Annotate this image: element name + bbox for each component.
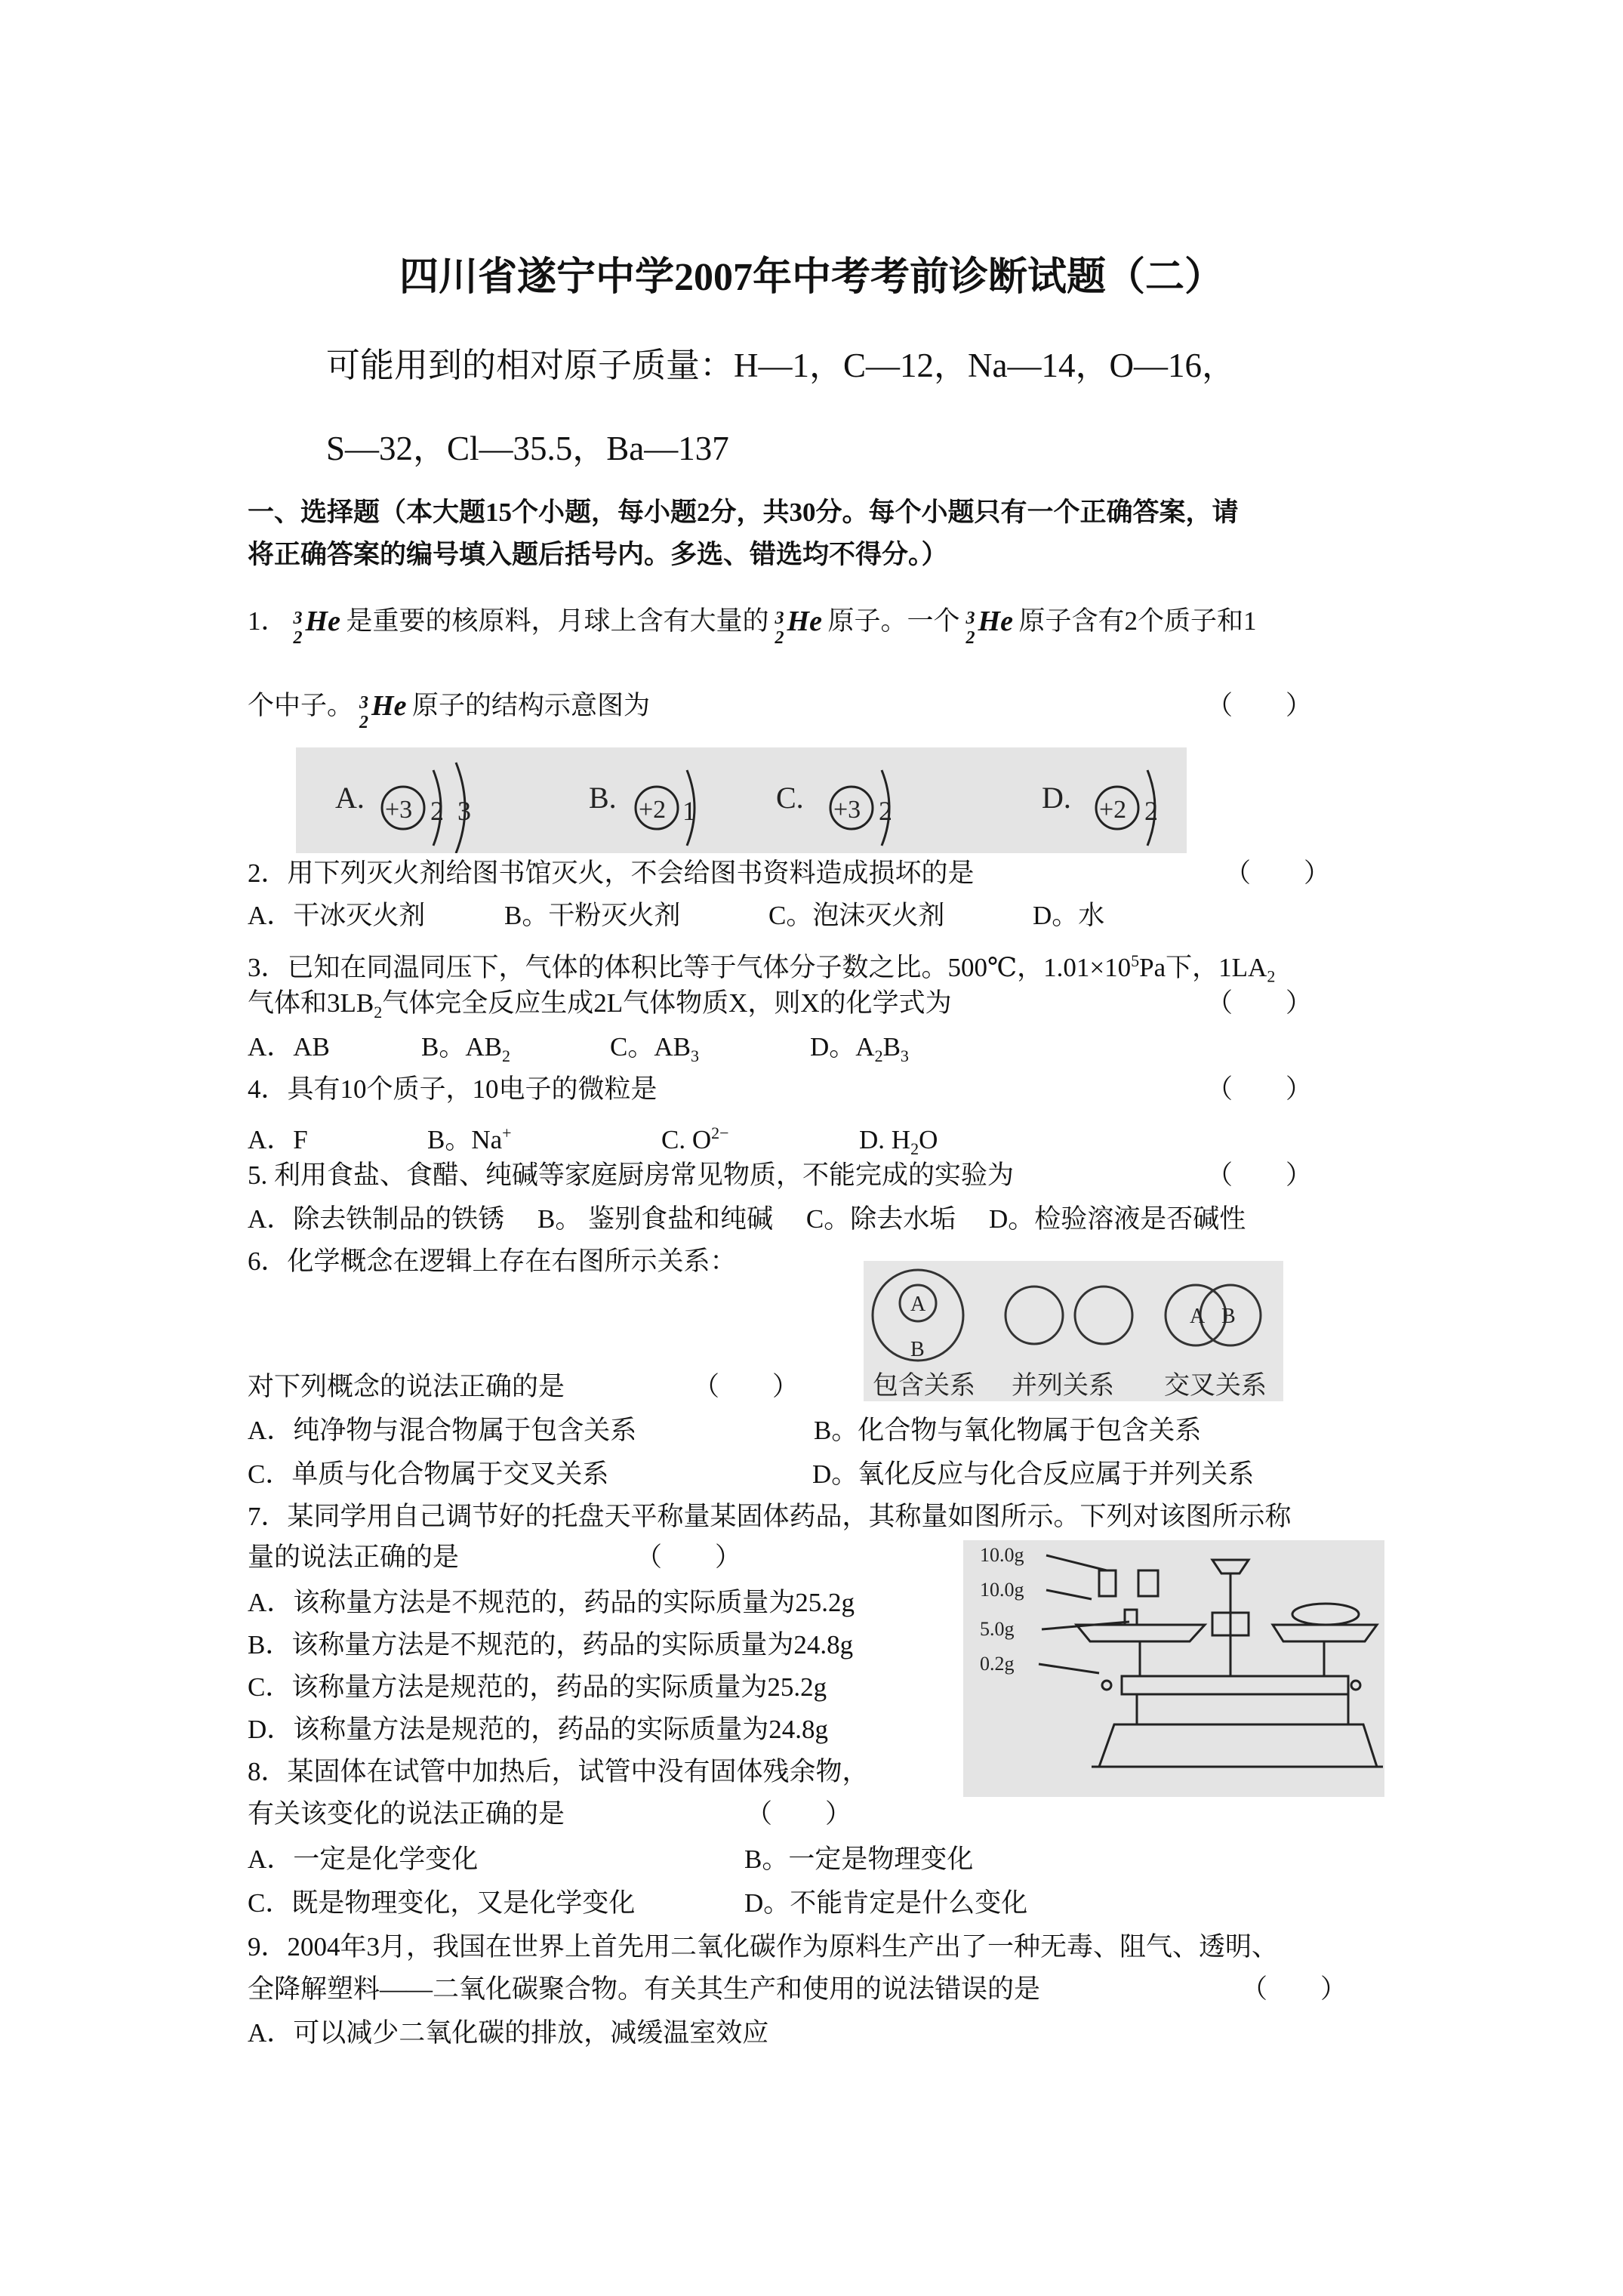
q7-line-2: 量的说法正确的是 （ ） bbox=[248, 1540, 741, 1575]
q2-option-b[interactable]: B。干粉灭火剂 bbox=[504, 901, 681, 930]
q9-line-2: 全降解塑料——二氧化碳聚合物。有关其生产和使用的说法错误的是 bbox=[248, 1974, 1041, 2004]
answer-bracket-q8: （ ） bbox=[746, 1799, 852, 1829]
q2-option-d[interactable]: D。水 bbox=[1033, 901, 1105, 930]
isotope-he3: 3 2 He bbox=[293, 606, 340, 648]
q3-option-b[interactable]: B。$AB_2$ bbox=[421, 1032, 510, 1065]
weight-label-4: 0.2g bbox=[980, 1653, 1015, 1675]
q1-line-1: 1． 3 2 He 是重要的核原料，月球上含有大量的 3 2 He 原子。一个 3 2 He 原子含有2个质子和1 bbox=[248, 606, 1257, 648]
label-inclusion: 包含关系 bbox=[873, 1372, 975, 1400]
concept-label-b-outer: B bbox=[910, 1338, 925, 1361]
q6-option-b[interactable]: B。化合物与氧化物属于包含关系 bbox=[814, 1416, 1202, 1445]
balance-scale-figure bbox=[963, 1540, 1384, 1797]
answer-bracket-q9: （ ） bbox=[1241, 1974, 1347, 2004]
q9-line-1: 9．2004年3月，我国在世界上首先用二氧化碳作为原料生产出了一种无毒、阻气、透明、 bbox=[248, 1932, 1279, 1962]
answer-bracket-q4: （ ） bbox=[1206, 1074, 1313, 1104]
q5-options: A．除去铁制品的铁锈 B。 鉴别食盐和纯碱 C。除去水垢 D。检验溶液是否碱性 bbox=[248, 1204, 1246, 1234]
q7-option-a[interactable]: A．该称量方法是不规范的，药品的实际质量为25.2g bbox=[248, 1588, 855, 1617]
answer-bracket-q2: （ ） bbox=[1224, 858, 1331, 888]
answer-bracket-q6: （ ） bbox=[693, 1372, 799, 1401]
diagram-d-nucleus: +2 bbox=[1099, 796, 1127, 824]
diagram-a-nucleus: +3 bbox=[385, 796, 413, 824]
q6-stem-2: 对下列概念的说法正确的是 （ ） bbox=[248, 1370, 799, 1404]
q7-option-c[interactable]: C．该称量方法是规范的，药品的实际质量为25.2g bbox=[248, 1672, 827, 1702]
weight-label-1: 10.0g bbox=[980, 1544, 1024, 1566]
label-parallel: 并列关系 bbox=[1012, 1372, 1114, 1400]
concept-relations-figure bbox=[864, 1261, 1283, 1401]
diagram-a-label: A. bbox=[335, 781, 365, 815]
atom-structure-figure bbox=[296, 747, 1187, 853]
q7-line-1: 7．某同学用自己调节好的托盘天平称量某固体药品，其称量如图所示。下列对该图所示称 bbox=[248, 1502, 1292, 1531]
page-title: 四川省遂宁中学2007年中考考前诊断试题（二） bbox=[399, 256, 1224, 299]
concept-label-b-cross: B bbox=[1221, 1305, 1236, 1328]
q3-line-1: 3．已知在同温同压下，气体的体积比等于气体分子数之比。500℃，$1.01\times 10^5Pa$下，$1LA_2$ bbox=[248, 951, 1276, 986]
concept-label-a-inner: A bbox=[910, 1293, 926, 1316]
atomic-mass-line-2: S—32，Cl—35.5，Ba—137 bbox=[326, 430, 729, 467]
isotope-he3: 3 2 He bbox=[775, 606, 822, 648]
q4-option-b[interactable]: B。Na+ bbox=[427, 1123, 512, 1154]
q6-option-d[interactable]: D。氧化反应与化合反应属于并列关系 bbox=[812, 1459, 1255, 1489]
diagram-d-shell-1: 2 bbox=[1144, 796, 1158, 826]
q8-line-1: 8．某固体在试管中加热后，试管中没有固体残余物， bbox=[248, 1757, 869, 1786]
weight-label-2: 10.0g bbox=[980, 1579, 1024, 1601]
diagram-a-shell-1: 2 bbox=[430, 796, 444, 826]
concept-label-a-cross: A bbox=[1190, 1305, 1206, 1328]
q4-option-d[interactable]: D. $H_2O$ bbox=[859, 1124, 938, 1158]
q9-option-a[interactable]: A．可以减少二氧化碳的排放，减缓温室效应 bbox=[248, 2018, 769, 2048]
q3-option-a[interactable]: A．AB bbox=[248, 1032, 330, 1062]
q3-option-c[interactable]: C。$AB_3$ bbox=[610, 1032, 699, 1065]
diagram-c-shell-1: 2 bbox=[879, 796, 892, 826]
diagram-d-label: D. bbox=[1042, 781, 1071, 815]
answer-bracket-q5: （ ） bbox=[1206, 1160, 1313, 1190]
q3-option-d[interactable]: D。$A_2B_3$ bbox=[810, 1032, 909, 1065]
q1-number: 1． bbox=[248, 606, 288, 636]
q7-option-b[interactable]: B．该称量方法是不规范的，药品的实际质量为24.8g bbox=[248, 1630, 854, 1660]
diagram-c-nucleus: +3 bbox=[833, 796, 861, 824]
diagram-a-shell-2: 3 bbox=[457, 796, 471, 826]
diagram-c-label: C. bbox=[776, 781, 804, 815]
q4-option-a[interactable]: A．F bbox=[248, 1124, 308, 1154]
answer-bracket-q1: （ ） bbox=[1206, 691, 1313, 720]
q1-line-2: 个中子。 3 2 He 原子的结构示意图为 bbox=[248, 690, 651, 732]
q3-options bbox=[248, 1030, 909, 1074]
isotope-he3: 3 2 He bbox=[965, 606, 1013, 648]
q6-option-a[interactable]: A．纯净物与混合物属于包含关系 bbox=[248, 1416, 637, 1445]
q3-line-2: 气体和$3LB_2$气体完全反应生成2L气体物质X，则X的化学式为 bbox=[248, 988, 952, 1022]
section-heading-line-2: 将正确答案的编号填入题后括号内。多选、错选均不得分。） bbox=[248, 540, 948, 569]
diagram-b-nucleus: +2 bbox=[639, 796, 667, 824]
q5-stem: 5. 利用食盐、食醋、纯碱等家庭厨房常见物质，不能完成的实验为 bbox=[248, 1160, 1015, 1190]
answer-bracket-q7: （ ） bbox=[636, 1542, 742, 1572]
q2-option-a[interactable]: A．干冰灭火剂 bbox=[248, 901, 426, 930]
q4-stem: 4．具有10个质子，10电子的微粒是 bbox=[248, 1074, 658, 1104]
q7-option-d[interactable]: D．该称量方法是规范的，药品的实际质量为24.8g bbox=[248, 1715, 829, 1744]
q8-option-b[interactable]: B。一定是物理变化 bbox=[744, 1845, 974, 1874]
q8-option-a[interactable]: A．一定是化学变化 bbox=[248, 1845, 479, 1874]
answer-bracket-q3: （ ） bbox=[1206, 988, 1313, 1018]
q8-option-c[interactable]: C．既是物理变化，又是化学变化 bbox=[248, 1888, 636, 1918]
q2-options bbox=[248, 898, 1104, 933]
q2-stem: 2．用下列灭火剂给图书馆灭火，不会给图书资料造成损坏的是 bbox=[248, 858, 975, 888]
q4-option-c[interactable]: C. $O^{2-}$ bbox=[661, 1123, 729, 1154]
diagram-b-shell-1: 1 bbox=[682, 796, 696, 826]
q8-option-d[interactable]: D。不能肯定是什么变化 bbox=[744, 1888, 1028, 1918]
q8-line-2: 有关该变化的说法正确的是 （ ） bbox=[248, 1797, 852, 1832]
isotope-he3: 3 2 He bbox=[359, 690, 407, 732]
q6-stem: 6．化学概念在逻辑上存在右图所示关系： bbox=[248, 1247, 737, 1276]
q6-option-c[interactable]: C．单质与化合物属于交叉关系 bbox=[248, 1459, 609, 1489]
diagram-b-label: B. bbox=[589, 781, 617, 815]
section-heading-line-1: 一、选择题（本大题15个小题，每小题2分，共30分。每个小题只有一个正确答案，请 bbox=[248, 498, 1239, 527]
atomic-mass-line-1: 可能用到的相对原子质量：H—1，C—12，Na—14，O—16， bbox=[326, 347, 1236, 384]
weight-label-3: 5.0g bbox=[980, 1618, 1015, 1640]
q2-option-c[interactable]: C。泡沫灭火剂 bbox=[768, 901, 945, 930]
label-intersection: 交叉关系 bbox=[1164, 1372, 1267, 1400]
